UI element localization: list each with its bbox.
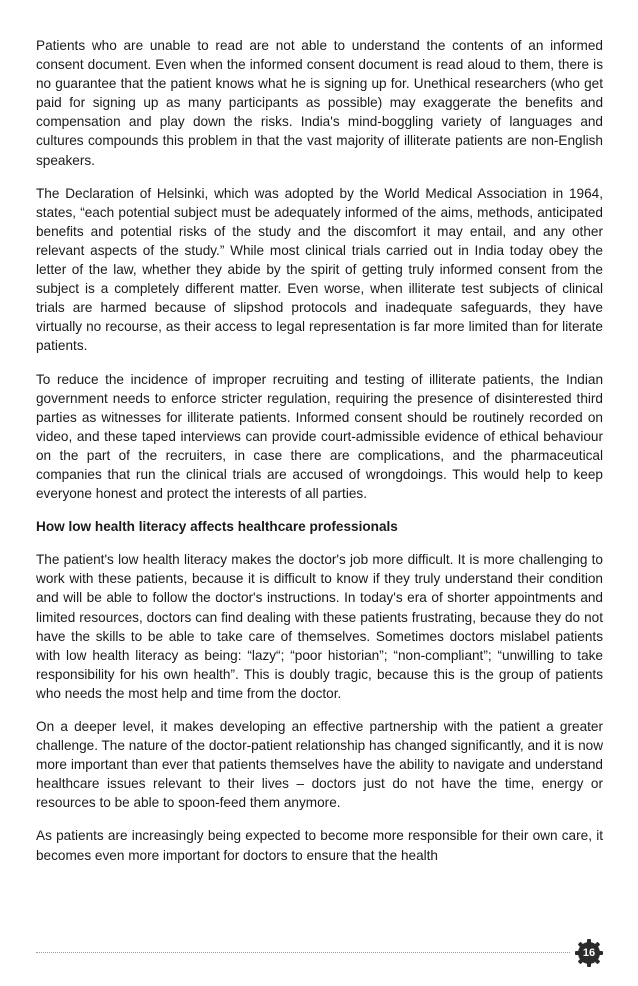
paragraph-declaration-of-helsinki: The Declaration of Helsinki, which was adopted by the World Medical Association in 1964, states, “each potential subject must be adequately informed of the aims, methods, anticipated benefits and potential risks of the study and the discomfort it may entail, and any other relevant aspects of the study.” While most clinical trials carried out in India today obey the letter of the law, whether they abide by the spirit of getting truly informed consent from the subject is a completely different matter. Even worse, when illiterate test subjects of clinical trials are harmed because of slipshod protocols and inadequate safeguards, they have virtually no recourse, as their access to legal representation is far more limited than for literate patients. bbox=[36, 185, 603, 354]
paragraph-doctor-difficulty: The patient's low health literacy makes the doctor's job more difficult. It is more challenging to work with these patients, because it is difficult to know if they truly understand their condition and will be able to follow the doctor's instructions. In today's era of shorter appointments and limited resources, doctors can find dealing with these patients frustrating, because they do not have the skills to be able to take care of themselves. Sometimes doctors mislabel patients with low health literacy as being: “lazy“; “poor historian”; “non-compliant”; “unwilling to take responsibility for his own health”. This is doubly tragic, because this is the group of patients who needs the most help and time from the doctor. bbox=[36, 552, 603, 701]
paragraph-informed-consent: Patients who are unable to read are not able to understand the contents of an informed consent document. Even when the informed consent document is read aloud to them, there is no guarantee that the patient knows what he is signing up for. Unethical researchers (who get paid for signing up as many participants as possible) may exaggerate the benefits and compensation and play down the risks. India's mind-boggling variety of languages and cultures compounds this problem in that the vast majority of illiterate patients are non-English speakers. bbox=[36, 38, 603, 168]
page-body bbox=[36, 36, 603, 879]
paragraph-responsibility: As patients are increasingly being expected to become more responsible for their own care, it becomes even more important for doctors to ensure that the health bbox=[36, 828, 603, 863]
page-number-badge bbox=[574, 938, 604, 968]
section-heading: How low health literacy affects healthcare professionals bbox=[36, 519, 398, 535]
footer-divider bbox=[36, 952, 570, 953]
paragraph-partnership: On a deeper level, it makes developing an effective partnership with the patient a greater challenge. The nature of the doctor-patient relationship has changed significantly, and it is now more important than ever that patients themselves have the ability to navigate and understand healthcare issues relevant to their lives – doctors just do not have the time, energy or resources to be able to spoon-feed them anymore. bbox=[36, 719, 604, 811]
page-number: 16 bbox=[582, 947, 596, 959]
paragraph-regulation: To reduce the incidence of improper recruiting and testing of illiterate patients, the Indian government needs to enforce stricter regulation, requiring the presence of disinterested third parties as witnesses for illiterate patients. Informed consent should be routinely recorded on video, and these taped interviews can provide court-admissible evidence of ethical behaviour on the part of the recruiters, in case there are complications, and the pharmaceutical companies that run the clinical trials are accused of wrongdoings. This would help to keep everyone honest and protect the interests of all parties. bbox=[36, 371, 603, 502]
